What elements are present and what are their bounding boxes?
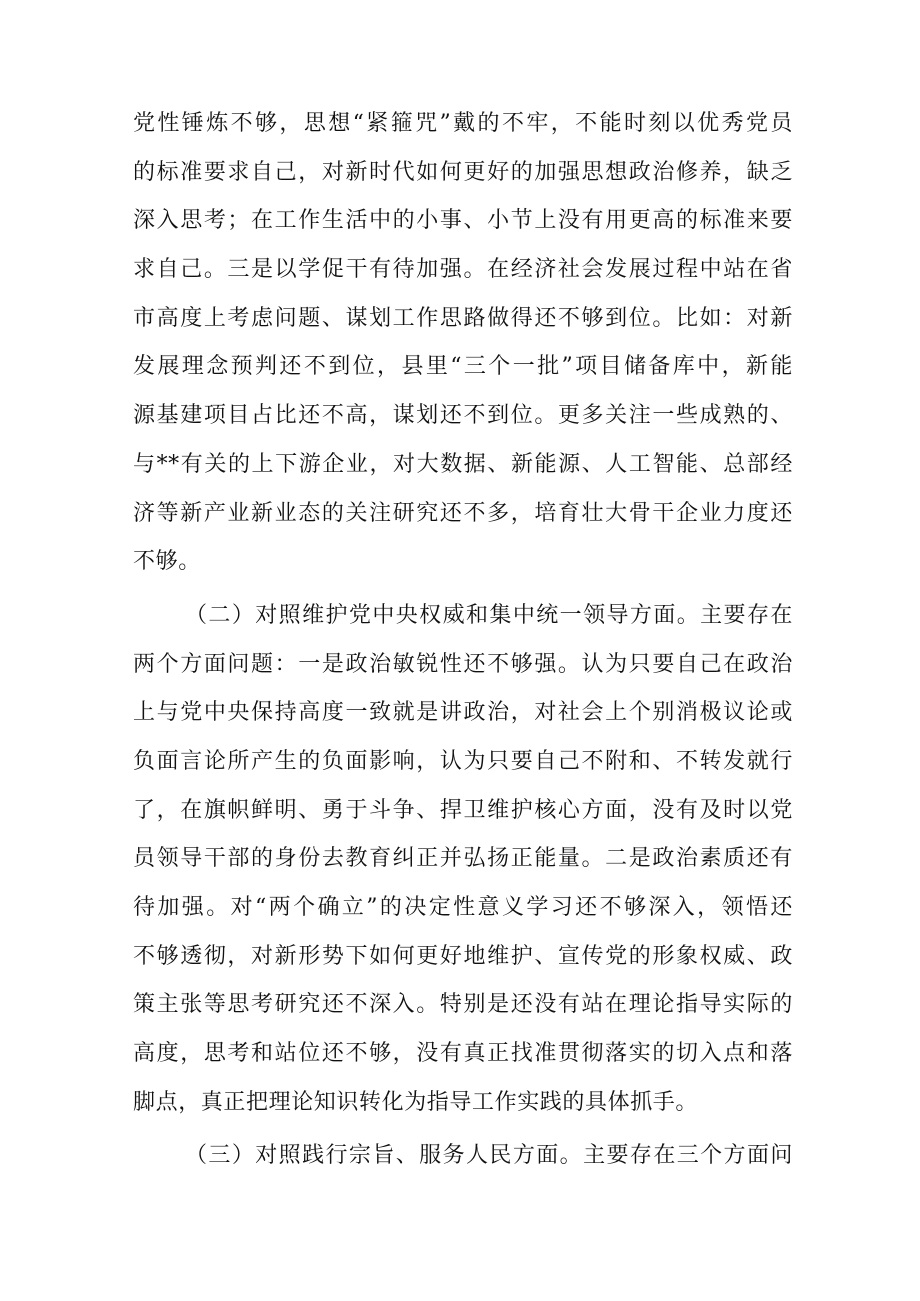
paragraph-1 bbox=[133, 100, 793, 587]
text-line: 策主张等思考研究还不深入。特别是还没有站在理论指导实际的 bbox=[133, 992, 793, 1018]
text-line: 了，在旗帜鲜明、勇于斗争、捍卫维护核心方面，没有及时以党 bbox=[133, 797, 793, 823]
text-line: 济等新产业新业态的关注研究还不多，培育壮大骨干企业力度还 bbox=[133, 500, 793, 526]
text-line: 脚点，真正把理论知识转化为指导工作实践的具体抓手。 bbox=[133, 1089, 699, 1115]
text-line: 的标准要求自己，对新时代如何更好的加强思想政治修养，缺乏 bbox=[133, 159, 793, 185]
paragraph-2 bbox=[133, 592, 793, 1128]
text-line: 不够。 bbox=[133, 549, 201, 575]
text-line: 员领导干部的身份去教育纠正并弘扬正能量。二是政治素质还有 bbox=[133, 846, 793, 872]
text-line: 发展理念预判还不到位，县里“三个一批”项目储备库中，新能 bbox=[133, 354, 793, 380]
section-heading-line: （三）对照践行宗旨、服务人民方面。主要存在三个方面问 bbox=[185, 1143, 793, 1169]
text-line: 深入思考；在工作生活中的小事、小节上没有用更高的标准来要 bbox=[133, 208, 793, 234]
text-line: 源基建项目占比还不高，谋划还不到位。更多关注一些成熟的、 bbox=[133, 403, 793, 429]
text-line: 与**有关的上下游企业，对大数据、新能源、人工智能、总部经 bbox=[133, 451, 793, 477]
text-line: 高度，思考和站位还不够，没有真正找准贯彻落实的切入点和落 bbox=[133, 1041, 793, 1067]
document-page bbox=[133, 100, 793, 1181]
text-line: 党性锤炼不够，思想“紧箍咒”戴的不牢，不能时刻以优秀党员 bbox=[133, 111, 793, 136]
paragraph-3 bbox=[133, 1132, 793, 1181]
text-line: 上与党中央保持高度一致就是讲政治，对社会上个别消极议论或 bbox=[133, 700, 793, 726]
text-line: 不够透彻，对新形势下如何更好地维护、宣传党的形象权威、政 bbox=[133, 943, 793, 969]
text-line: 待加强。对“两个确立”的决定性意义学习还不够深入，领悟还 bbox=[133, 895, 793, 920]
text-line: 求自己。三是以学促干有待加强。在经济社会发展过程中站在省 bbox=[133, 257, 793, 283]
text-line: 两个方面问题：一是政治敏锐性还不够强。认为只要自己在政治 bbox=[133, 651, 793, 677]
section-heading-line: （二）对照维护党中央权威和集中统一领导方面。主要存在 bbox=[185, 602, 793, 628]
text-line: 负面言论所产生的负面影响，认为只要自己不附和、不转发就行 bbox=[133, 748, 793, 774]
text-line: 市高度上考虑问题、谋划工作思路做得还不够到位。比如：对新 bbox=[133, 305, 793, 331]
